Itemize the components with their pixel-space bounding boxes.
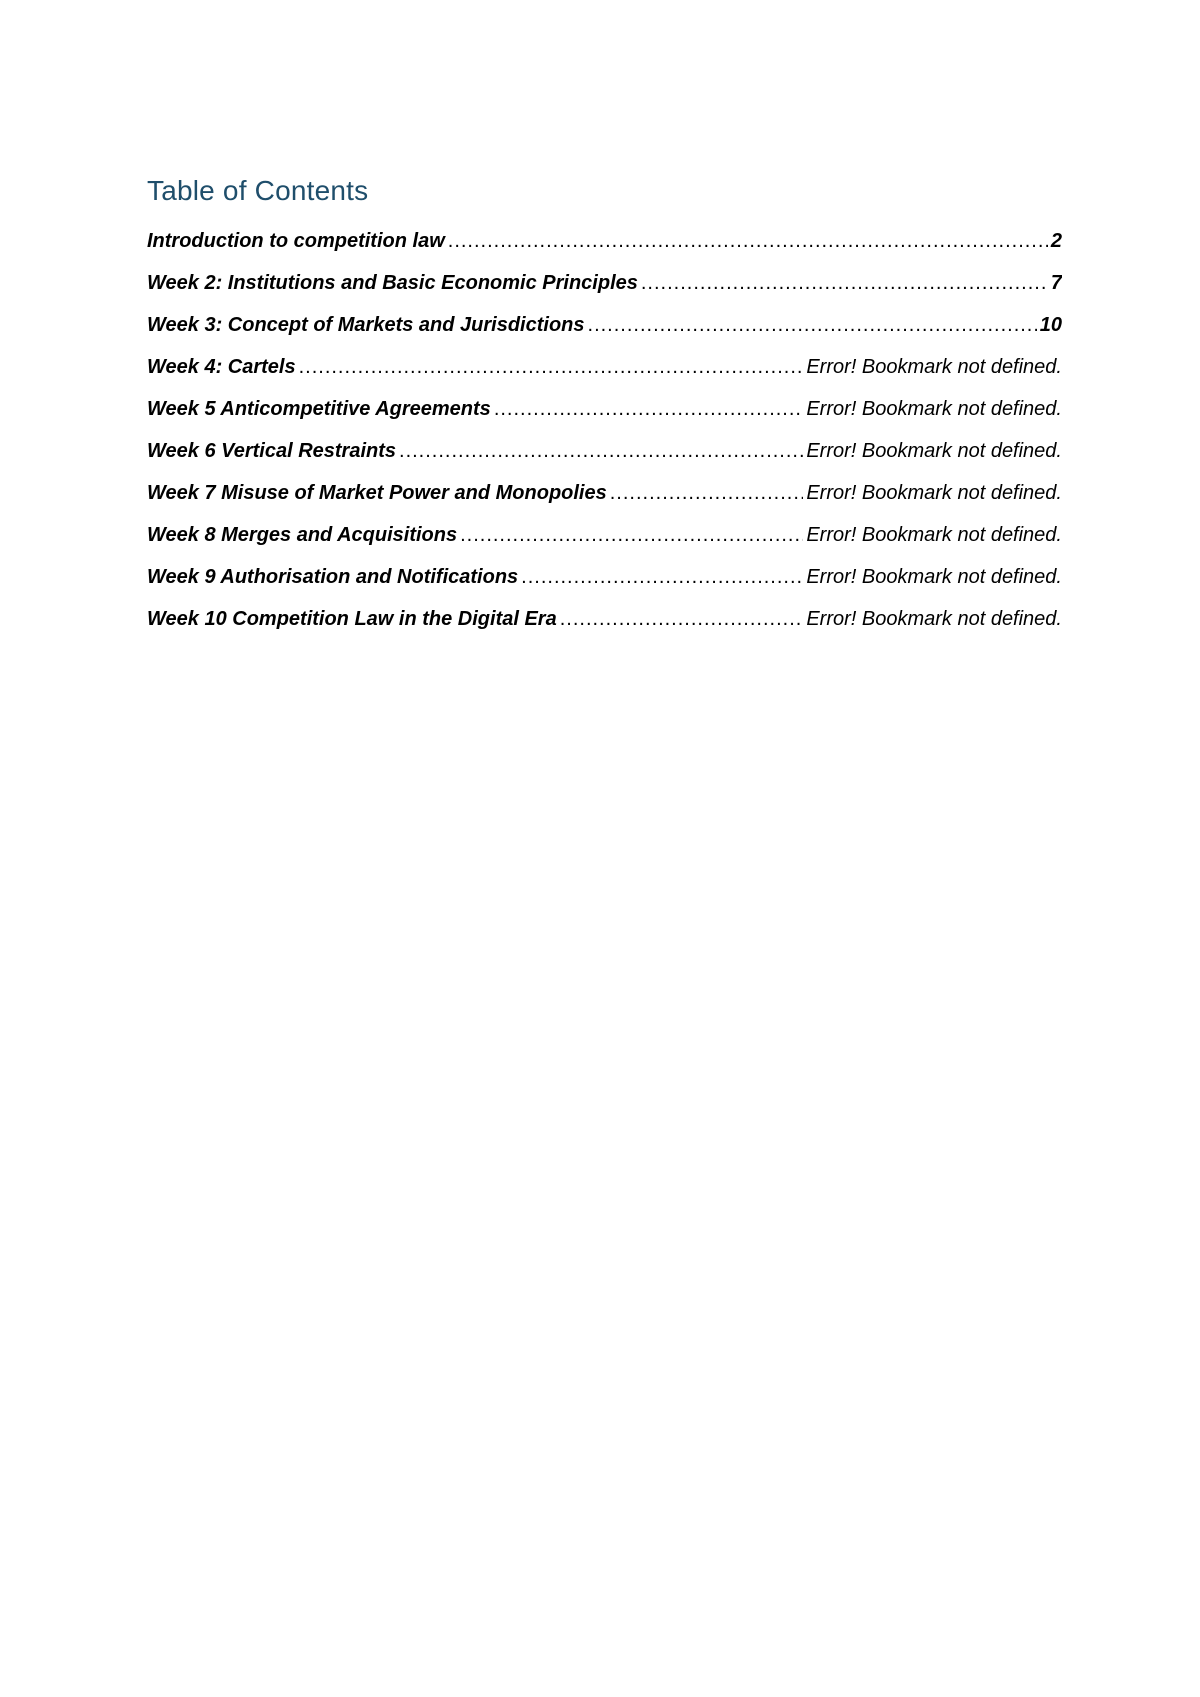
toc-dot-leader [610,472,804,514]
toc-entry[interactable] [147,598,1062,640]
toc-list [147,220,1062,640]
toc-entry[interactable] [147,220,1062,262]
toc-dot-leader [521,556,803,598]
toc-heading: Table of Contents [147,175,369,206]
toc-entry-title: Week 10 Competition Law in the Digital Era [147,608,557,630]
toc-entry-title: Introduction to competition law [147,230,445,252]
toc-entry-title: Week 7 Misuse of Market Power and Monopolies [147,482,607,504]
toc-page-error: Error! Bookmark not defined. [806,356,1062,378]
toc-entry[interactable] [147,430,1062,472]
toc-dot-leader [299,346,804,388]
toc-page-error: Error! Bookmark not defined. [806,524,1062,546]
toc-entry-title: Week 8 Merges and Acquisitions [147,524,458,546]
toc-entry-title: Week 4: Cartels [147,356,296,378]
toc-dot-leader [588,304,1037,346]
toc-page-number: 10 [1039,314,1062,336]
toc-entry[interactable] [147,556,1062,598]
toc-entry-title: Week 2: Institutions and Basic Economic Principles [147,272,638,294]
toc-entry-title: Week 6 Vertical Restraints [147,440,397,462]
toc-entry[interactable] [147,514,1062,556]
toc-entry[interactable] [147,304,1062,346]
toc-entry[interactable] [147,262,1062,304]
toc-dot-leader [494,388,804,430]
toc-entry-title: Week 9 Authorisation and Notifications [147,566,519,588]
toc-page-number: 2 [1050,230,1062,252]
toc-dot-leader [448,220,1048,262]
toc-entry[interactable] [147,346,1062,388]
toc-page-error: Error! Bookmark not defined. [806,398,1062,420]
toc-entry[interactable] [147,388,1062,430]
toc-page-error: Error! Bookmark not defined. [806,608,1062,630]
toc-entry-title: Week 3: Concept of Markets and Jurisdictions [147,314,585,336]
toc-dot-leader [641,262,1048,304]
toc-dot-leader [560,598,804,640]
toc-page-error: Error! Bookmark not defined. [806,440,1062,462]
toc-entry-title: Week 5 Anticompetitive Agreements [147,398,491,420]
table-of-contents [147,172,1062,640]
toc-entry[interactable] [147,472,1062,514]
toc-page-error: Error! Bookmark not defined. [806,482,1062,504]
toc-dot-leader [399,430,803,472]
toc-page-error: Error! Bookmark not defined. [806,566,1062,588]
toc-page-number: 7 [1050,272,1062,294]
toc-dot-leader [460,514,803,556]
